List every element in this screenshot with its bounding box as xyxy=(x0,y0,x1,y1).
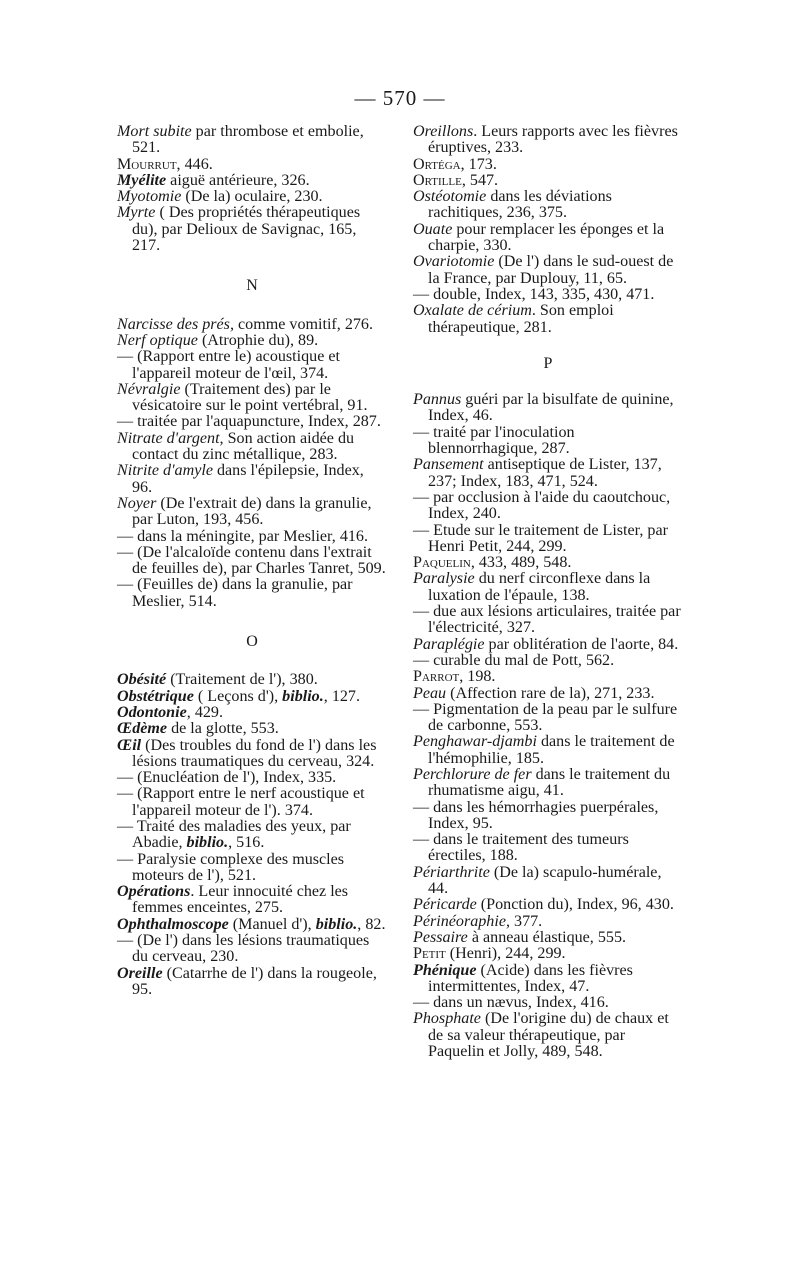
index-entry: — double, Index, 143, 335, 430, 471. xyxy=(413,285,655,303)
entry-text: pour remplacer les éponges et la charpie, 330. xyxy=(428,220,665,255)
entry-text: , 429. xyxy=(186,703,223,721)
entry-text: ( Des propriétés thérapeutiques du), par Delioux de Savignac, 165, 217. xyxy=(132,204,361,255)
entry-term: Opérations xyxy=(117,883,191,901)
index-entry xyxy=(413,637,683,653)
entry-term: Pansement xyxy=(413,456,484,474)
entry-text: , 433, 489, 548. xyxy=(470,554,572,572)
index-entry: — dans la méningite, par Meslier, 416. xyxy=(117,527,368,545)
entry-term: Obésité xyxy=(117,671,167,689)
index-entry xyxy=(413,734,683,767)
entry-text: par thrombose et embolie, 521. xyxy=(132,123,364,157)
index-entry: — traité par l'inoculation blennorrhagique, 287. xyxy=(413,423,575,458)
index-entry xyxy=(413,222,683,255)
index-entry xyxy=(413,157,683,173)
index-entry xyxy=(413,865,683,898)
index-entry: — (Enucléation de l'), Index, 335. xyxy=(117,769,337,787)
entry-term: Paralysie xyxy=(413,570,475,588)
entry-text: , 377. xyxy=(505,912,543,930)
index-entry: — (Rapport entre le nerf acoustique et l'appareil moteur de l'). 374. xyxy=(117,785,365,819)
index-entry xyxy=(413,669,683,685)
index-entry xyxy=(413,189,683,222)
entry-text: . Leurs rapports avec les fièvres éruptives, 233. xyxy=(428,123,678,157)
biblio-label: biblio. xyxy=(282,687,324,705)
entry-text: (De l'origine du) de chaux et de sa valeur thérapeutique, par Paquelin et Jolly, 489, 548. xyxy=(428,1010,669,1061)
entry-term: Pessaire xyxy=(413,928,468,946)
entry-text: . Son emploi thérapeutique, 281. xyxy=(428,302,614,336)
entry-term: Noyer xyxy=(117,494,157,512)
index-entry: — dans les hémorrhagies puerpérales, Index, 95. xyxy=(413,798,659,832)
page-number: — 570 — xyxy=(354,86,446,110)
entry-term: Ouate xyxy=(413,220,453,238)
entry-term: Penghawar-djambi xyxy=(413,733,537,751)
entry-text: , 127. xyxy=(323,687,360,705)
index-entry xyxy=(117,672,387,688)
entry-text: de la glotte, 553. xyxy=(167,720,279,738)
entry-text: — Traité des maladies des yeux, par Abadie, xyxy=(117,817,351,852)
index-entry xyxy=(117,819,387,852)
entry-text: par oblitération de l'aorte, 84. xyxy=(484,635,679,653)
entry-term: Névralgie xyxy=(117,380,181,398)
index-entry xyxy=(413,1011,683,1060)
entry-text: dans l'épilepsie, Index, 96. xyxy=(132,462,364,496)
entry-term: Myrte xyxy=(117,204,156,222)
entry-term: Odontonie xyxy=(117,703,187,721)
entry-text: guéri par la bisulfate de quinine, Index, 46. xyxy=(428,391,674,425)
entry-text: . Leur innocuité chez les femmes enceintes, 275. xyxy=(132,883,349,917)
index-entry xyxy=(413,930,683,946)
entry-term: Ophthalmoscope xyxy=(117,915,229,933)
index-entry xyxy=(117,333,387,349)
left-column xyxy=(117,124,387,998)
index-entry xyxy=(117,966,387,999)
biblio-label: biblio. xyxy=(315,915,358,933)
index-entry xyxy=(413,946,683,962)
index-entry xyxy=(413,914,683,930)
index-entry xyxy=(117,189,387,205)
entry-text: (De la) scapulo-humérale, 44. xyxy=(428,863,662,898)
index-entry xyxy=(413,897,683,913)
entry-text: dans le traitement du rhumatisme aigu, 41. xyxy=(428,765,671,800)
entry-text: (Acide) dans les fièvres intermittentes, Index, 47. xyxy=(428,961,633,995)
entry-term: Narcisse des prés, xyxy=(117,315,234,333)
entry-text: , 446. xyxy=(176,155,213,173)
index-entry xyxy=(117,689,387,705)
entry-text: Son action aidée du contact du zinc métallique, 283. xyxy=(132,429,355,464)
index-entry: — Etude sur le traitement de Lister, par Henri Petit, 244, 299. xyxy=(413,521,668,555)
entry-text: antiseptique de Lister, 137, 237; Index, 183, 471, 524. xyxy=(428,456,662,490)
section-letter-o: O xyxy=(246,633,258,651)
entry-term: Nerf optique xyxy=(117,331,198,349)
entry-term: Peau xyxy=(413,684,447,702)
entry-term: Oxalate de cérium xyxy=(413,302,532,320)
index-entry: — par occlusion à l'aide du caoutchouc, Index, 240. xyxy=(413,488,671,523)
entry-term: Parrot xyxy=(413,668,460,686)
index-entry: — (Rapport entre le) acoustique et l'appareil moteur de l'œil, 374. xyxy=(117,348,340,382)
entry-text: (Catarrhe de l') dans la rougeole, 95. xyxy=(132,964,377,998)
index-entry xyxy=(413,303,683,336)
entry-term: Myélite xyxy=(117,171,167,189)
entry-term: Périarthrite xyxy=(413,863,490,881)
entry-term: Phosphate xyxy=(413,1010,481,1028)
biblio-label: biblio. xyxy=(186,834,229,852)
index-entry xyxy=(117,317,387,333)
index-entry xyxy=(117,884,387,917)
entry-term: Paraplégie xyxy=(413,635,485,653)
right-column xyxy=(413,124,683,1060)
index-entry xyxy=(117,463,387,496)
entry-term: Phénique xyxy=(413,961,477,979)
entry-text: , 173. xyxy=(460,155,497,173)
entry-term: Péricarde xyxy=(413,896,477,914)
section-letter-n: N xyxy=(246,277,258,295)
index-entry xyxy=(413,555,683,571)
index-entry xyxy=(117,157,387,173)
entry-text: (Traitement des) par le vésicatoire sur le point vertébral, 91. xyxy=(132,380,368,415)
entry-term: Mort subite xyxy=(117,123,192,140)
index-entry xyxy=(117,205,387,254)
entry-term: Nitrite d'amyle xyxy=(117,462,213,480)
entry-text: du nerf circonflexe dans la luxation de l'épaule, 138. xyxy=(428,570,651,604)
entry-text: à anneau élastique, 555. xyxy=(467,928,627,946)
index-entry xyxy=(413,457,683,490)
index-entry xyxy=(413,767,683,800)
index-entry: — Pigmentation de la peau par le sulfure de carbonne, 553. xyxy=(413,700,678,735)
entry-text: , 547. xyxy=(461,171,499,189)
entry-term: Obstétrique xyxy=(117,687,194,705)
index-entry xyxy=(413,254,683,287)
index-entry: — dans le traitement des tumeurs érectiles, 188. xyxy=(413,831,629,865)
index-entry xyxy=(117,382,387,415)
entry-term: Ovariotomie xyxy=(413,253,495,271)
entry-term: Pannus xyxy=(413,391,462,409)
entry-text: ( Leçons d'), xyxy=(193,687,283,705)
index-entry: — dans un nævus, Index, 416. xyxy=(413,994,609,1012)
index-entry: — Paralysie complexe des muscles moteurs de l'), 521. xyxy=(117,850,345,884)
entry-text: (Traitement de l'), 380. xyxy=(166,671,318,689)
entry-term: Ortéga xyxy=(413,155,461,173)
entry-text: (De l'extrait de) dans la granulie, par Luton, 193, 456. xyxy=(132,494,372,529)
index-entry: — curable du mal de Pott, 562. xyxy=(413,651,615,669)
index-entry xyxy=(413,571,683,604)
index-entry: — (Feuilles de) dans la granulie, par Meslier, 514. xyxy=(117,576,353,610)
index-entry xyxy=(117,738,387,771)
entry-term: Ortille xyxy=(413,171,462,189)
entry-text: (Manuel d'), xyxy=(228,915,316,933)
entry-text: , 198. xyxy=(459,668,496,686)
index-entry: — (De l') dans les lésions traumatiques du cerveau, 230. xyxy=(117,932,370,966)
entry-term: Œil xyxy=(117,736,142,754)
entry-text: (Affection rare de la), 271, 233. xyxy=(446,684,655,702)
index-entry xyxy=(117,173,387,189)
entry-text: comme vomitif, 276. xyxy=(233,315,373,333)
index-entry xyxy=(413,686,683,702)
entry-term: Paquelin xyxy=(413,554,471,572)
index-entry xyxy=(413,963,683,996)
index-entry: — due aux lésions articulaires, traitée par l'électricité, 327. xyxy=(413,603,681,637)
entry-term: Œdème xyxy=(117,720,168,738)
entry-text: dans les déviations rachitiques, 236, 375. xyxy=(428,188,612,222)
entry-term: Perchlorure de fer xyxy=(413,765,532,783)
entry-text: (Atrophie du), 89. xyxy=(197,331,319,349)
index-entry xyxy=(413,124,683,157)
entry-term: Oreille xyxy=(117,964,163,982)
index-entry xyxy=(413,173,683,189)
entry-term: Myotomie xyxy=(117,188,182,206)
entry-text: dans le traitement de l'hémophilie, 185. xyxy=(428,733,675,767)
index-entry: — traitée par l'aquapuncture, Index, 287. xyxy=(117,413,381,431)
entry-term: Oreillons xyxy=(413,123,474,140)
entry-text: (Des troubles du fond de l') dans les lésions traumatiques du cerveau, 324. xyxy=(132,736,377,770)
index-entry xyxy=(117,496,387,529)
entry-text: , 516. xyxy=(228,834,265,852)
index-entry xyxy=(117,721,387,737)
entry-text: (Ponction du), Index, 96, 430. xyxy=(476,896,674,914)
entry-term: Périnéoraphie xyxy=(413,912,506,930)
entry-term: Mourrut xyxy=(117,155,177,173)
index-entry xyxy=(117,705,387,721)
index-entry xyxy=(117,431,387,464)
entry-text: (De l') dans le sud-ouest de la France, par Duplouy, 11, 65. xyxy=(428,253,674,287)
entry-text: (De la) oculaire, 230. xyxy=(181,188,323,206)
index-entry xyxy=(117,917,387,933)
entry-term: Ostéotomie xyxy=(413,188,487,206)
entry-text: , 82. xyxy=(357,915,386,933)
entry-text: aiguë antérieure, 326. xyxy=(166,171,310,189)
section-letter-p: P xyxy=(543,354,553,372)
index-entry xyxy=(413,392,683,425)
index-entry: — (De l'alcaloïde contenu dans l'extrait de feuilles de), par Charles Tanret, 509. xyxy=(117,543,386,578)
entry-term: Nitrate d'argent, xyxy=(117,429,224,447)
entry-term: Petit xyxy=(413,945,446,963)
index-entry xyxy=(117,124,387,157)
entry-text: (Henri), 244, 299. xyxy=(445,945,566,963)
